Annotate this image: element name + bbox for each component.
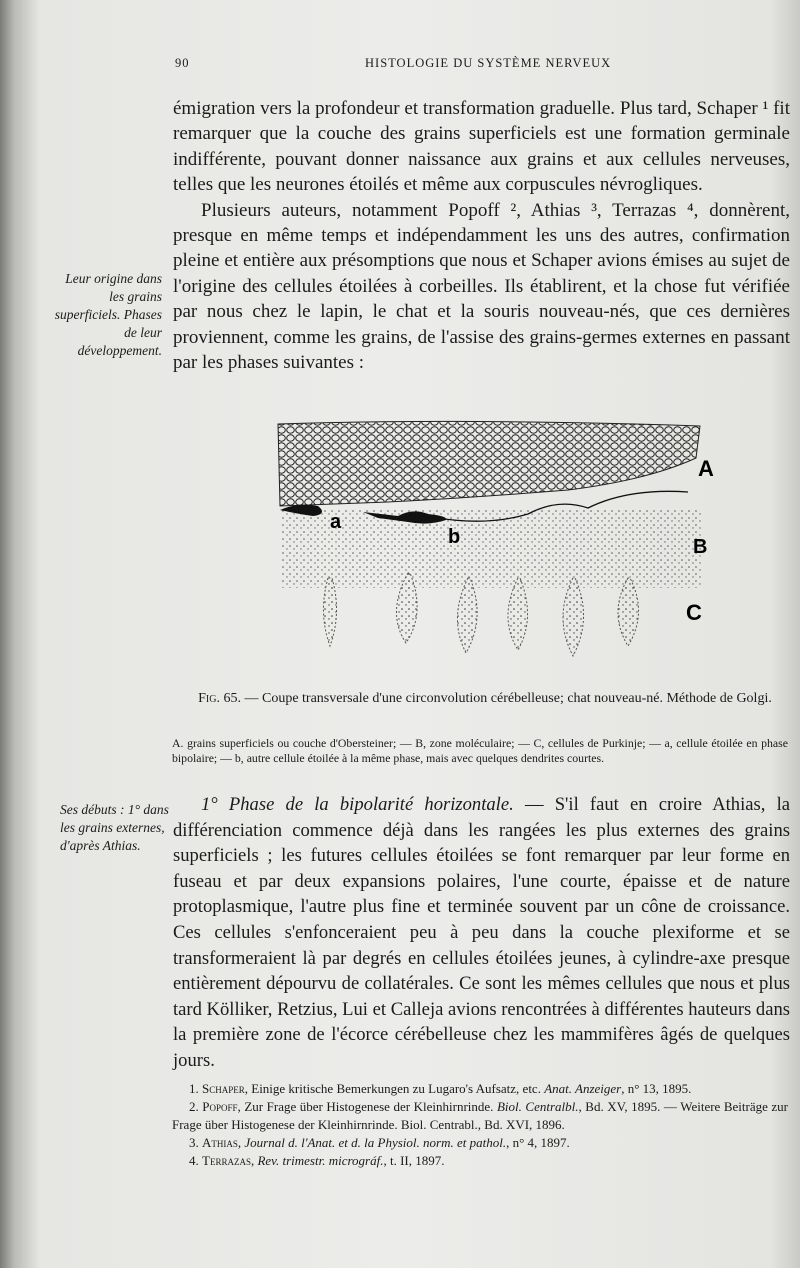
purkinje-cell <box>457 578 477 653</box>
footnote-journal: Journal d. l'Anat. et d. la Physiol. norm. et pathol. <box>244 1135 507 1150</box>
running-title: HISTOLOGIE DU SYSTÈME NERVEUX <box>365 56 612 70</box>
footnotes <box>172 1080 788 1170</box>
footnote-rest: , n° 4, 1897. <box>506 1135 570 1150</box>
section-text: — S'il faut en croire Athias, la différenciation commence déjà dans les rangées les plus externes des grains superficiels ; les futures cellules étoilées se font remarquer par leur forme en fuseau et par deux expansions polaires, l'une courte, épaisse et de nature protoplasmique, l'autre plus fine et terminée souvent par un cône de croissance. Ces cellules s'enfonceraient peu à peu dans la couche plexiforme et se transformeraient là par degrés en cellules étoilées jeunes, à cylindre-axe presque entièrement dépourvu de collatérales. Ce sont les mêmes cellules que nous et plus tard Kölliker, Retzius, Lui et Calleja avions rencontrées à différentes hauteurs dans la première zone de l'écorce cérébelleuse chez les mammifères âgés de quelques jours. <box>173 794 790 1071</box>
figure-label-A: A <box>698 456 714 481</box>
section-paragraph <box>173 792 790 1074</box>
footnote <box>172 1134 788 1152</box>
footnote-number: 2. <box>189 1099 199 1114</box>
footnote <box>172 1080 788 1098</box>
footnote-author: Popoff <box>202 1099 238 1114</box>
paragraph: émigration vers la profondeur et transformation graduelle. Plus tard, Schaper ¹ fit remarquer que la couche des grains superficiels est une formation germinale indifférente, pouvant donner naissance aux grains et aux cellules nerveuses, telles que les neurones étoilés et même aux corpuscules névrogliques. <box>173 98 790 196</box>
purkinje-cell <box>618 578 639 646</box>
margin-note: Ses débuts : 1° dans les grains externes, d'après Athias. <box>60 802 169 853</box>
purkinje-cell <box>323 578 336 646</box>
purkinje-cell <box>508 578 528 650</box>
footnote <box>172 1098 788 1134</box>
footnote-rest: , n° 13, 1895. <box>621 1081 692 1096</box>
figure-label-a: a <box>330 511 342 533</box>
section-heading: 1° Phase de la bipolarité horizontale. <box>201 794 514 815</box>
footnote-journal: Biol. Centralbl. <box>496 1099 579 1114</box>
footnote-text: , Einige kritische Bemerkungen zu Lugaro's Aufsatz, etc. <box>244 1081 545 1096</box>
footnote-author: Athias <box>202 1135 238 1150</box>
figure-label-B: B <box>693 536 708 558</box>
figure-label-b: b <box>448 526 461 548</box>
footnote-author: Schaper <box>202 1081 245 1096</box>
figure-number: Fig. 65. <box>198 691 241 706</box>
footnote-journal: Anat. Anzeiger <box>544 1081 622 1096</box>
footnote <box>172 1152 788 1170</box>
paragraph: Plusieurs auteurs, notamment Popoff ², Athias ³, Terrazas ⁴, donnèrent, presque en même temps et indépendamment les uns des autres, confirmation pleine et entière aux présomptions que nous et Schaper avions émises au sujet de l'origine des cellules étoilées à corbeilles. Ils établirent, et la chose fut vérifiée par nous chez le lapin, le chat et la souris nouveau-nés, que ces dernières proviennent, comme les grains, de l'assise des grains-germes externes en passant par les phases suivantes : <box>173 199 790 374</box>
footnote-number: 4. <box>189 1153 199 1168</box>
footnote-number: 1. <box>189 1081 199 1096</box>
purkinje-cell <box>563 578 584 656</box>
footnote-number: 3. <box>189 1135 199 1150</box>
figure-65 <box>268 418 728 673</box>
body-text-top <box>173 96 790 375</box>
footnote-text: , Zur Frage über Histogenese der Kleinhirnrinde. <box>237 1099 497 1114</box>
footnote-rest: , t. II, 1897. <box>383 1153 445 1168</box>
cerebellum-section-illustration <box>268 418 728 673</box>
page-number: 90 <box>175 56 190 70</box>
footnote-rest: , Bd. XV, 1895. — Weitere Beiträge zur Frage über Histogenese der Kleinhirnrinde. Biol. Centrabl., Bd. XVI, 1896. <box>172 1099 789 1132</box>
footnote-text: , <box>250 1153 258 1168</box>
footnote-journal: Rev. trimestr. micrográf. <box>257 1153 384 1168</box>
body-text-section <box>173 792 790 1074</box>
margin-note: Leur origine dans les grains superficiels. Phases de leur développement. <box>54 271 162 358</box>
figure-label-C: C <box>686 600 702 625</box>
footnote-text: , <box>237 1135 245 1150</box>
figure-legend: A. grains superficiels ou couche d'Obersteiner; — B, zone moléculaire; — C, cellules de Purkinje; — a, cellule étoilée en phase bipolaire; — b, autre cellule étoilée à la même phase, mais avec quelques dendrites courtes. <box>172 736 788 765</box>
figure-caption <box>185 690 785 708</box>
caption-text: — Coupe transversale d'une circonvolution cérébelleuse; chat nouveau-né. Méthode de Golgi. <box>240 691 772 706</box>
footnote-author: Terrazas <box>202 1153 251 1168</box>
